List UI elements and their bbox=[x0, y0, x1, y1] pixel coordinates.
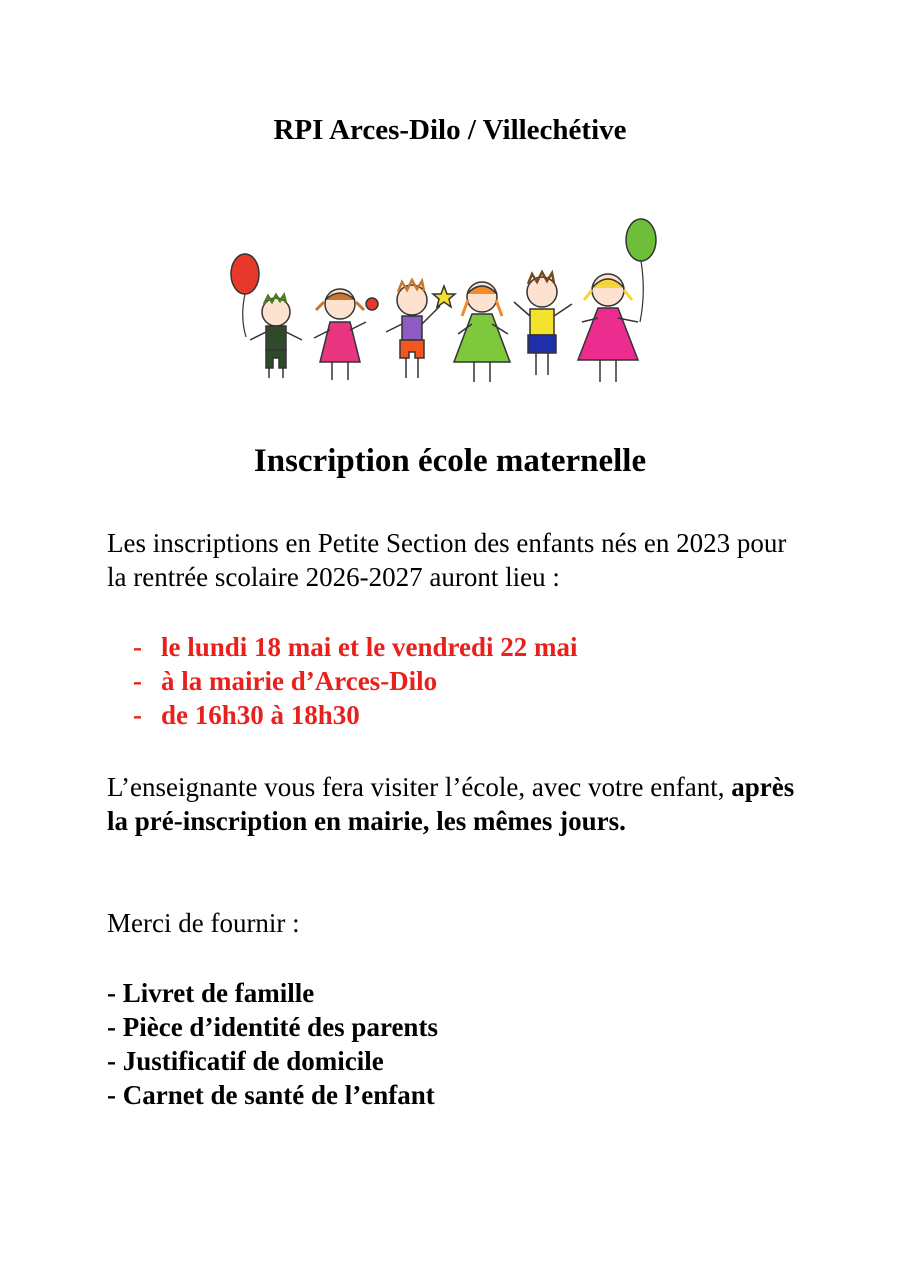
child-6 bbox=[578, 274, 638, 382]
list-item bbox=[133, 664, 578, 698]
section-heading: Inscription école maternelle bbox=[253, 443, 647, 479]
documents-list bbox=[107, 976, 438, 1112]
list-item bbox=[133, 698, 578, 732]
list-dash: - bbox=[133, 666, 142, 696]
list-dash: - bbox=[133, 700, 142, 730]
intro-paragraph: Les inscriptions en Petite Section des enfants nés en 2023 pour la rentrée scolaire 2026-2027 auront lieu : bbox=[107, 528, 787, 592]
child-3 bbox=[386, 280, 455, 378]
red-balloon bbox=[231, 254, 259, 337]
schedule-item-text: le lundi 18 mai et le vendredi 22 mai bbox=[161, 632, 578, 662]
list-item: - Justificatif de domicile bbox=[107, 1046, 384, 1076]
list-item: - Livret de famille bbox=[107, 978, 315, 1008]
child-1 bbox=[250, 295, 302, 378]
children-illustration bbox=[222, 212, 672, 402]
visit-text: L’enseignante vous fera visiter l’école, avec votre enfant, bbox=[107, 772, 732, 802]
child-5 bbox=[514, 272, 572, 375]
list-dash: - bbox=[133, 632, 142, 662]
visit-bold-text: après la pré-inscription en mairie, les mêmes jours. bbox=[107, 772, 795, 836]
list-item: - Carnet de santé de l’enfant bbox=[107, 1080, 435, 1110]
list-item bbox=[133, 630, 578, 664]
visit-paragraph bbox=[107, 770, 807, 838]
schedule-list bbox=[133, 630, 578, 732]
schedule-item-text: à la mairie d’Arces-Dilo bbox=[161, 666, 438, 696]
child-2 bbox=[314, 289, 378, 380]
green-balloon bbox=[626, 219, 656, 322]
schedule-item-text: de 16h30 à 18h30 bbox=[161, 700, 360, 730]
list-item: - Pièce d’identité des parents bbox=[107, 1012, 438, 1042]
merci-paragraph: Merci de fournir : bbox=[107, 908, 300, 938]
child-4 bbox=[454, 282, 510, 382]
page-title: RPI Arces-Dilo / Villechétive bbox=[273, 114, 627, 146]
